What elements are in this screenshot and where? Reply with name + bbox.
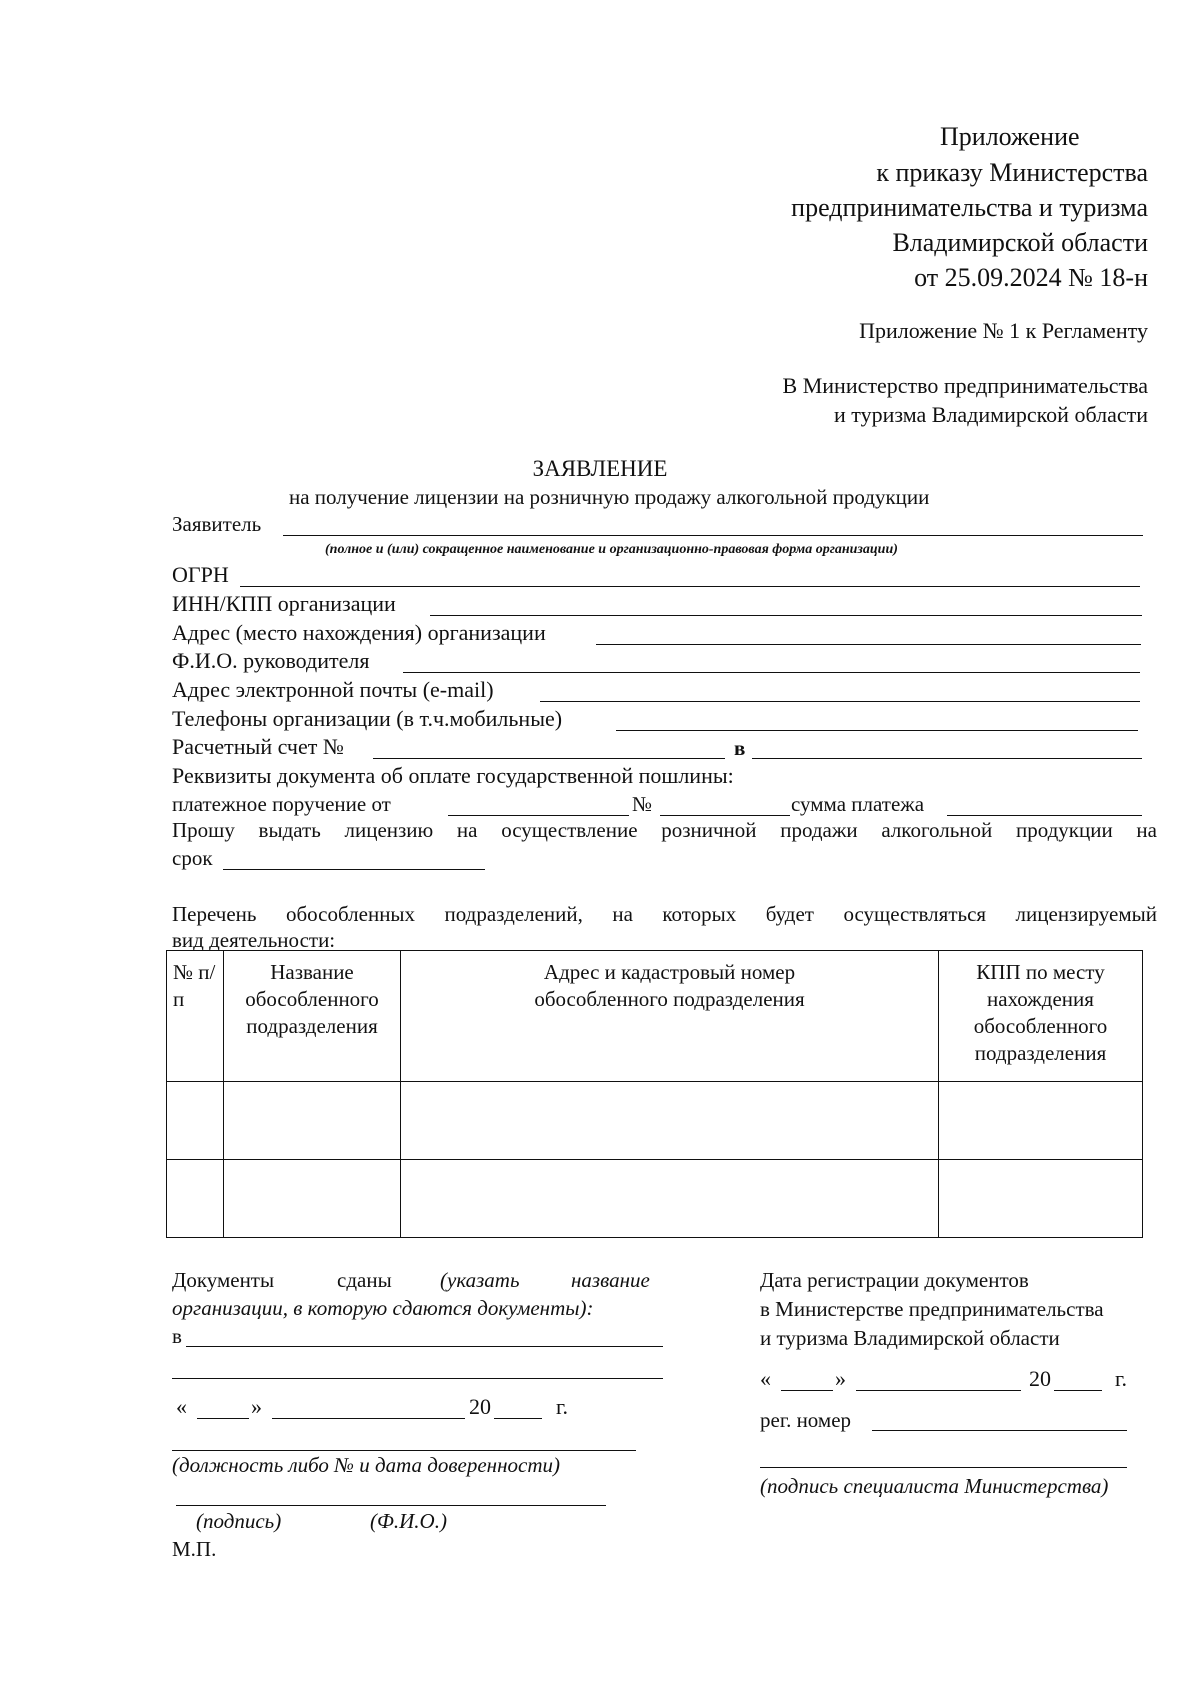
table-cell[interactable] — [224, 1160, 401, 1238]
specialist-hint: (подпись специалиста Министерства) — [760, 1474, 1109, 1498]
right-date-year-suffix: г. — [1115, 1366, 1128, 1391]
position-hint: (должность либо № и дата доверенности) — [172, 1453, 560, 1477]
left-date-day-line[interactable] — [197, 1418, 249, 1419]
docs-org-line-2[interactable] — [172, 1378, 663, 1379]
account-label: Расчетный счет № — [172, 734, 344, 759]
bank-field-line[interactable] — [752, 758, 1142, 759]
list-intro-line-2: вид деятельности: — [172, 928, 336, 952]
director-field-line[interactable] — [403, 672, 1140, 673]
left-date-quote-close: » — [251, 1394, 262, 1419]
left-date-year-line[interactable] — [494, 1418, 542, 1419]
request-text: Прошу выдать лицензию на осуществление розничной продажи алкогольной продукции на — [172, 818, 1157, 842]
docs-name-word: название — [571, 1268, 650, 1292]
email-field-line[interactable] — [540, 701, 1140, 702]
right-date-quote-close: » — [835, 1366, 846, 1391]
payment-date-line[interactable] — [448, 815, 629, 816]
inn-kpp-label: ИНН/КПП организации — [172, 591, 396, 616]
appendix-title: Приложение — [940, 122, 1080, 151]
phones-field-line[interactable] — [616, 730, 1138, 731]
table-cell[interactable] — [224, 1082, 401, 1160]
signature-hint: (подпись) — [196, 1509, 282, 1533]
right-date-year-prefix: 20 — [1029, 1366, 1051, 1391]
fio-hint: (Ф.И.О.) — [370, 1509, 447, 1533]
left-date-month-line[interactable] — [272, 1418, 465, 1419]
right-date-quote-open: « — [760, 1366, 771, 1391]
right-date-day-line[interactable] — [781, 1390, 833, 1391]
table-row — [167, 1082, 1143, 1160]
docs-in-label: в — [172, 1324, 182, 1348]
addressee-line-2: и туризма Владимирской области — [833, 402, 1148, 427]
docs-org-hint: организации, в которую сдаются документы): — [172, 1296, 594, 1320]
payment-number-line[interactable] — [660, 815, 790, 816]
document-subtitle: на получение лицензии на розничную продажу алкогольной продукции — [289, 485, 930, 509]
applicant-label: Заявитель — [172, 512, 262, 536]
docs-specify-word: (указать — [440, 1268, 520, 1292]
left-date-year-suffix: г. — [556, 1394, 569, 1419]
account-field-line[interactable] — [373, 758, 725, 759]
request-term-label: срок — [172, 846, 213, 870]
reg-date-line-2: в Министерстве предпринимательства — [760, 1297, 1104, 1321]
docs-org-line[interactable] — [186, 1346, 663, 1347]
reg-number-line[interactable] — [872, 1430, 1127, 1431]
table-row — [167, 1160, 1143, 1238]
docs-submitted-word-2: сданы — [337, 1268, 392, 1292]
list-intro-line-1: Перечень обособленных подразделений, на которых будет осуществляться лицензируемый — [172, 902, 1157, 926]
order-line-1: к приказу Министерства — [876, 158, 1148, 187]
table-cell[interactable] — [401, 1082, 939, 1160]
account-in-label: в — [734, 736, 746, 760]
reglament-note: Приложение № 1 к Регламенту — [859, 318, 1148, 343]
table-cell[interactable] — [167, 1082, 224, 1160]
table-cell[interactable] — [167, 1160, 224, 1238]
reg-date-line-3: и туризма Владимирской области — [760, 1326, 1060, 1350]
payment-order-label: платежное поручение от — [172, 792, 391, 816]
applicant-field-line[interactable] — [283, 535, 1143, 536]
table-cell[interactable] — [939, 1082, 1143, 1160]
specialist-signature-line[interactable] — [760, 1467, 1127, 1468]
table-cell[interactable] — [401, 1160, 939, 1238]
document-title: ЗАЯВЛЕНИЕ — [532, 456, 668, 481]
stamp-label: М.П. — [172, 1537, 217, 1561]
director-label: Ф.И.О. руководителя — [172, 648, 370, 673]
column-header-number: № п/п — [167, 951, 224, 1082]
column-header-address: Адрес и кадастровый номер обособленного подразделения — [401, 951, 939, 1082]
position-line[interactable] — [172, 1450, 636, 1451]
email-label: Адрес электронной почты (e-mail) — [172, 677, 494, 702]
signature-line[interactable] — [176, 1505, 606, 1506]
phones-label: Телефоны организации (в т.ч.мобильные) — [172, 706, 563, 731]
column-header-kpp: КПП по месту нахождения обособленного подразделения — [939, 951, 1143, 1082]
order-line-2: предпринимательства и туризма — [791, 193, 1148, 222]
payment-number-label: № — [632, 792, 653, 816]
right-date-month-line[interactable] — [856, 1390, 1021, 1391]
left-date-year-prefix: 20 — [469, 1394, 491, 1419]
subdivisions-table — [166, 950, 1143, 1238]
request-term-line[interactable] — [223, 869, 485, 870]
table-header-row — [167, 951, 1143, 1082]
reg-number-label: рег. номер — [760, 1408, 852, 1432]
column-header-name: Название обособленного подразделения — [224, 951, 401, 1082]
right-date-year-line[interactable] — [1054, 1390, 1102, 1391]
address-label: Адрес (место нахождения) организации — [172, 620, 546, 645]
table-cell[interactable] — [939, 1160, 1143, 1238]
order-line-4: от 25.09.2024 № 18-н — [914, 263, 1148, 292]
left-date-quote-open: « — [176, 1394, 187, 1419]
payment-sum-label: сумма платежа — [791, 792, 925, 816]
inn-kpp-field-line[interactable] — [430, 615, 1142, 616]
ogrn-field-line[interactable] — [240, 586, 1140, 587]
applicant-hint: (полное и (или) сокращенное наименование и организационно-правовая форма организации) — [325, 542, 898, 557]
ogrn-label: ОГРН — [172, 562, 229, 587]
payment-sum-line[interactable] — [947, 815, 1142, 816]
address-field-line[interactable] — [596, 644, 1141, 645]
reg-date-line-1: Дата регистрации документов — [760, 1268, 1029, 1292]
addressee-line-1: В Министерство предпринимательства — [782, 373, 1148, 398]
payment-requisites-label: Реквизиты документа об оплате государственной пошлины: — [172, 763, 734, 788]
order-line-3: Владимирской области — [892, 228, 1148, 257]
docs-submitted-word: Документы — [172, 1268, 275, 1292]
